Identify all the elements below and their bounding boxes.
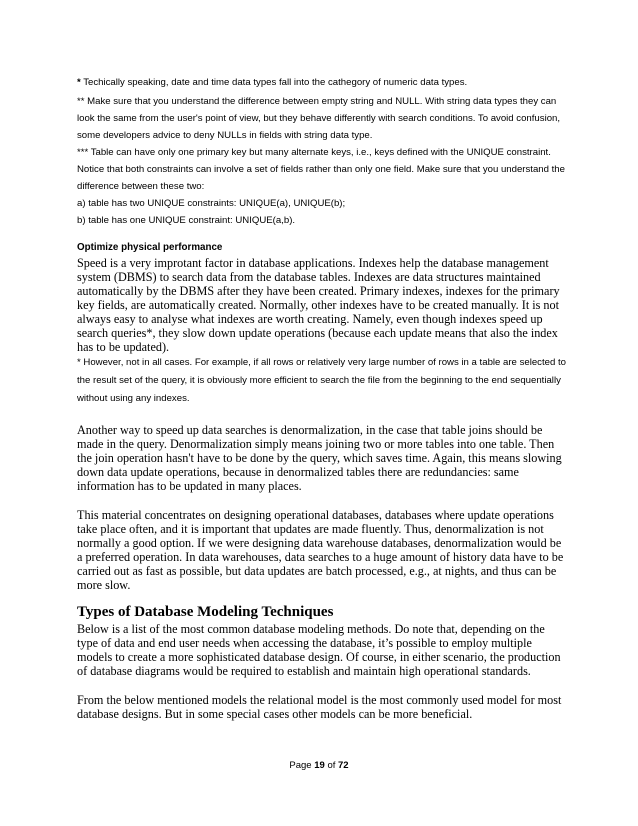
page-content <box>77 74 567 721</box>
optimize-paragraph-3: This material concentrates on designing operational databases, databases where update operations take place often, and it is important that updates are made fluently. Thus, denormalization is not normally a good option. If we were designing data warehouse databases, denormalization would be a preferred operation. In data warehouses, data searches to a huge amount of history data have to be carried out as fast as possible, but data updates are batch processed, e.g., at nights, and thus can be more slow. <box>77 508 564 592</box>
footnote-3b: b) table has one UNIQUE constraint: UNIQUE(a,b). <box>77 215 296 226</box>
footnote-3a: a) table has two UNIQUE constraints: UNIQUE(a), UNIQUE(b); <box>77 198 346 209</box>
footnote-2: ** Make sure that you understand the difference between empty string and NULL. With string data types they can look the same from the user's point of view, but they behave differently with search conditions. To avoid confusion, some developers advice to deny NULLs in fields with string data type. <box>77 96 561 141</box>
types-paragraph-2: From the below mentioned models the relational model is the most commonly used model for most database designs. But in some special cases other models can be more beneficial. <box>77 693 562 721</box>
footer-page-label: Page <box>289 760 315 771</box>
types-heading: Types of Database Modeling Techniques <box>77 604 334 620</box>
footer-total-pages: 72 <box>338 760 349 771</box>
footnote-1-marker: * <box>77 77 81 88</box>
footer-page-number: 19 <box>314 760 325 771</box>
optimize-paragraph-2: Another way to speed up data searches is denormalization, in the case that table joins should be made in the query. Denormalization simply means joining two or more tables into one table. Then the join operation hasn't have to be done by the query, which saves time. Again, this means slowing down data update operations, because in denormalized tables there are redundancies: same information has to be updated in many places. <box>77 423 562 493</box>
page-footer <box>0 760 638 771</box>
types-paragraph-1: Below is a list of the most common database modeling methods. Do note that, depending on the type of data and end user needs when accessing the database, it’s possible to employ multiple models to create a more sophisticated database design. Of course, in either scenario, the production of database diagrams would be required to establish and maintain high operational standards. <box>77 622 561 678</box>
footnote-3: *** Table can have only one primary key but many alternate keys, i.e., keys defined with the UNIQUE constraint. Notice that both constraints can involve a set of fields rather than only one field. Make sure that you understand the difference between these two: <box>77 147 565 192</box>
footnote-1-text: Techically speaking, date and time data types fall into the cathegory of numeric data types. <box>80 77 468 88</box>
optimize-heading: Optimize physical performance <box>77 242 223 253</box>
footnote-1 <box>77 74 567 91</box>
optimize-paragraph-1: Speed is a very improtant factor in database applications. Indexes help the database management system (DBMS) to search data from the database tables. Indexes are data structures maintained automatically by the DBMS after they have been created. Primary indexes, indexes for the primary key fields, are automatically created. Normally, other indexes have to be created manually. It is not always easy to analyse what indexes are worth creating. Namely, even though indexes speed up search queries*, they slow down update operations (because each update means that also the index has to be updated). <box>77 256 560 354</box>
optimize-footnote: * However, not in all cases. For example, if all rows or relatively very large number of rows in a table are selected to the result set of the query, it is obviously more efficient to search the file from the beginning to the end sequentially without using any indexes. <box>77 357 566 404</box>
footer-of-label: of <box>324 760 339 771</box>
